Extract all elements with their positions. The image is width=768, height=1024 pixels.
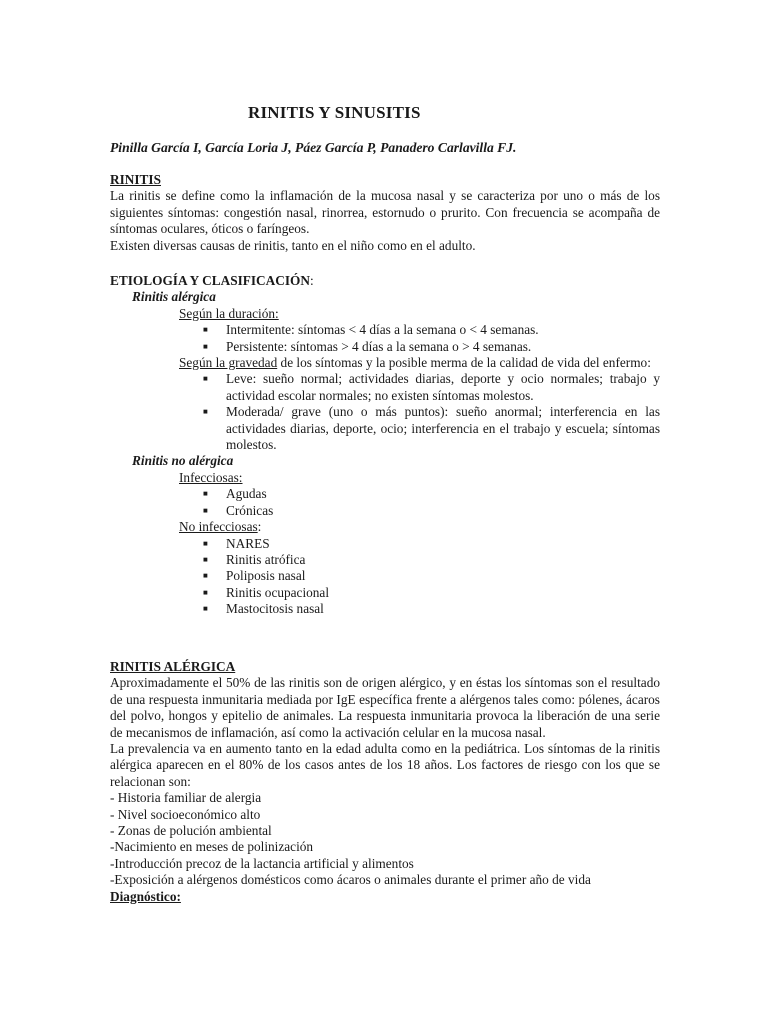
paragraph: Existen diversas causas de rinitis, tanto en el niño como en el adulto. — [110, 237, 476, 253]
square-bullet-icon: ■ — [203, 587, 208, 597]
paragraph: La prevalencia va en aumento tanto en la edad adulta como en la pediátrica. Los síntomas de la rinitis alérgica aparecen en el 80% de los casos antes de los 18 años. Los factores de riesgo con los que se relacionan son: — [110, 741, 660, 789]
square-bullet-icon: ■ — [203, 341, 208, 351]
risk-factor-item: - Historia familiar de alergia — [110, 790, 262, 806]
list-item: ■ Persistente: síntomas > 4 días a la semana o > 4 semanas. — [203, 338, 532, 354]
risk-factor-item: - Zonas de polución ambiental — [110, 823, 272, 839]
list-no-infecciosas — [110, 536, 660, 618]
square-bullet-icon: ■ — [203, 407, 208, 417]
subheading-no-alergica: Rinitis no alérgica — [132, 453, 234, 469]
label-no-infecciosas: No infecciosas: — [179, 519, 262, 535]
authors-line: Pinilla García I, García Loria J, Páez García P, Panadero Carlavilla FJ. — [110, 140, 517, 155]
section-heading-etiologia: ETIOLOGÍA Y CLASIFICACIÓN: — [110, 273, 314, 288]
list-item: ■ Rinitis ocupacional — [203, 584, 330, 600]
list-item: ■ Intermitente: síntomas < 4 días a la semana o < 4 semanas. — [203, 322, 539, 338]
list-item: ■ Mastocitosis nasal — [203, 601, 324, 617]
label-infecciosas: Infecciosas: — [179, 469, 243, 485]
section-heading-rinitis: RINITIS — [110, 172, 161, 187]
list-item: ■ NARES — [203, 535, 270, 551]
square-bullet-icon: ■ — [203, 325, 208, 335]
square-bullet-icon: ■ — [203, 505, 208, 515]
risk-factor-item: -Exposición a alérgenos domésticos como ácaros o animales durante el primer año de vida — [110, 872, 591, 888]
list-duracion — [110, 322, 660, 355]
paragraph: Aproximadamente el 50% de las rinitis son de origen alérgico, y en éstas los síntomas son el resultado de una respuesta inmunitaria mediada por IgE específica frente a alérgenos tales como: pólenes, ácaros del polvo, hongos y epitelio de animales. La respuesta inmunitaria provoca la liberación de una serie de mecanismos de inflamación, así como la activación celular en la mucosa nasal. — [110, 675, 660, 740]
list-item: ■ Agudas — [203, 486, 267, 502]
square-bullet-icon: ■ — [203, 374, 208, 384]
list-item: ■ Moderada/ grave (uno o más puntos): sueño anormal; interferencia en las actividades diarias, deporte, ocio; interferencia en el trabajo y escuela; síntomas molestos. — [203, 404, 660, 453]
square-bullet-icon: ■ — [203, 489, 208, 499]
subheading-diagnostico: Diagnóstico: — [110, 888, 181, 904]
list-item: ■ Rinitis atrófica — [203, 551, 306, 567]
section-rinitis-alergica — [110, 659, 660, 905]
section-rinitis — [110, 172, 660, 254]
label-gravedad: Según la gravedad de los síntomas y la posible merma de la calidad de vida del enfermo: — [179, 355, 651, 371]
section-heading-rinitis-alergica: RINITIS ALÉRGICA — [110, 659, 236, 674]
list-gravedad — [110, 371, 660, 453]
list-item: ■ Leve: sueño normal; actividades diarias, deporte y ocio normales; trabajo y actividad escolar normales; no existen síntomas molestos. — [203, 371, 660, 403]
section-etiologia — [110, 273, 660, 618]
subheading-alergica: Rinitis alérgica — [132, 289, 216, 305]
risk-factor-item: -Introducción precoz de la lactancia artificial y alimentos — [110, 855, 414, 871]
paragraph: La rinitis se define como la inflamación de la mucosa nasal y se caracteriza por uno o más de los siguientes síntomas: congestión nasal, rinorrea, estornudo o prurito. Con frecuencia se acompaña de síntomas oculares, óticos o faríngeos. — [110, 188, 660, 237]
list-item: ■ Poliposis nasal — [203, 568, 306, 584]
list-infecciosas — [110, 486, 660, 519]
list-item: ■ Crónicas — [203, 502, 274, 518]
square-bullet-icon: ■ — [203, 538, 208, 548]
square-bullet-icon: ■ — [203, 571, 208, 581]
label-duracion: Según la duración: — [179, 305, 279, 321]
risk-factor-item: - Nivel socioeconómico alto — [110, 806, 261, 822]
square-bullet-icon: ■ — [203, 604, 208, 614]
page-title: RINITIS Y SINUSITIS — [248, 103, 421, 122]
square-bullet-icon: ■ — [203, 554, 208, 564]
risk-factor-item: -Nacimiento en meses de polinización — [110, 839, 314, 855]
